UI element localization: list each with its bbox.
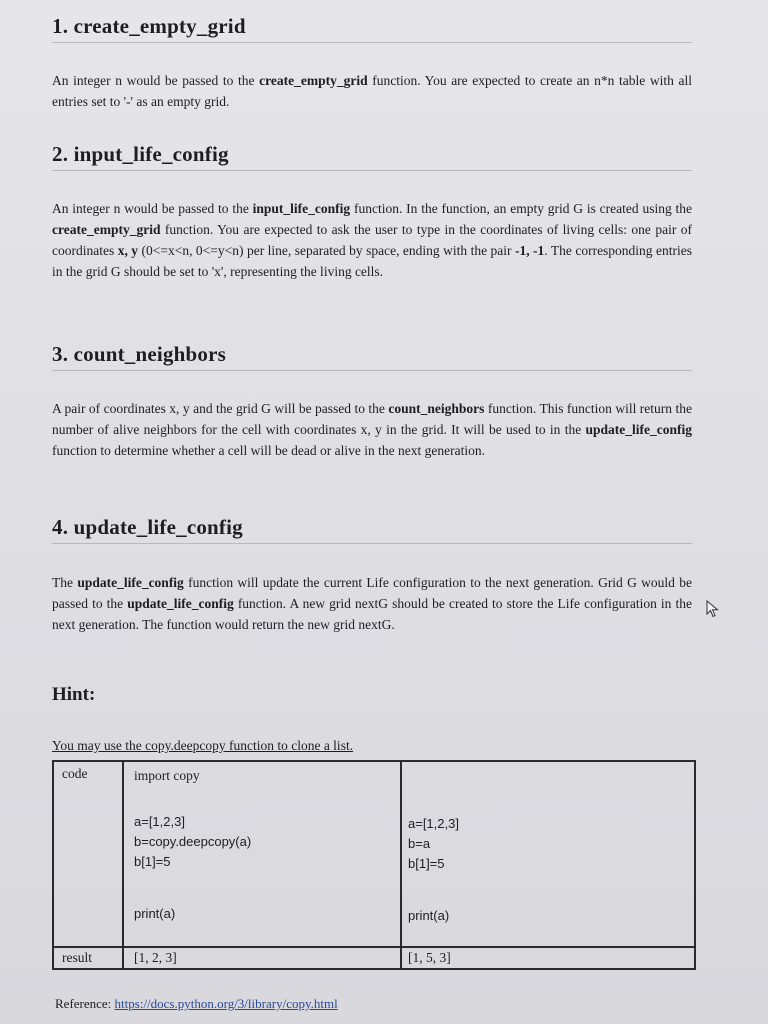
- right-code-block: a=[1,2,3] b=a b[1]=5: [408, 816, 459, 871]
- left-code-block: a=[1,2,3] b=copy.deepcopy(a) b[1]=5: [134, 814, 252, 869]
- right-result: [1, 5, 3]: [408, 950, 451, 965]
- row-label-result: result: [62, 950, 92, 965]
- row-label-code: code: [62, 766, 88, 781]
- mouse-pointer-icon: [706, 600, 720, 618]
- left-print: print(a): [134, 906, 176, 921]
- section-1-heading: 1. create_empty_grid: [52, 14, 692, 43]
- section-3-text: A pair of coordinates x, y and the grid G will be passed to the count_neighbors function. This function will return the number of alive neighbors for the cell with coordinates x, y in the grid. It will be used to in the update_life_config function to determine whether a cell will be dead or alive in the next generation.: [52, 401, 692, 458]
- section-2-text: An integer n would be passed to the input_life_config function. In the function, an empty grid G is created using the create_empty_grid function. You are expected to ask the user to type in the coordinates of living cells: one pair of coordinates x, y (0<=x<n, 0<=y<n) per line, separated by space, ending with the pair -1, -1. The corresponding entries in the grid G should be set to 'x', representing the living cells.: [52, 201, 693, 279]
- hint-title: Hint:: [52, 684, 96, 705]
- code-comparison-table: [52, 760, 696, 970]
- reference-label: Reference:: [55, 996, 115, 1011]
- section-2-heading: 2. input_life_config: [52, 142, 692, 171]
- right-print: print(a): [408, 908, 450, 923]
- section-3-heading: 3. count_neighbors: [52, 342, 692, 371]
- reference-link[interactable]: https://docs.python.org/3/library/copy.html: [114, 996, 338, 1011]
- hint-intro: You may use the copy.deepcopy function to clone a list.: [52, 738, 354, 753]
- section-4-text: The update_life_config function will update the current Life configuration to the next generation. Grid G would be passed to the update_life_config function. A new grid nextG should be created to store the Life configuration in the next generation. The function would return the new grid nextG.: [52, 575, 692, 632]
- left-result: [1, 2, 3]: [134, 950, 177, 965]
- section-1-text: An integer n would be passed to the create_empty_grid function. You are expected to create an n*n table with all entries set to '-' as an empty grid.: [52, 73, 692, 109]
- section-4-heading: 4. update_life_config: [52, 515, 692, 544]
- import-line: import copy: [134, 768, 200, 783]
- reference-line: [55, 996, 338, 1012]
